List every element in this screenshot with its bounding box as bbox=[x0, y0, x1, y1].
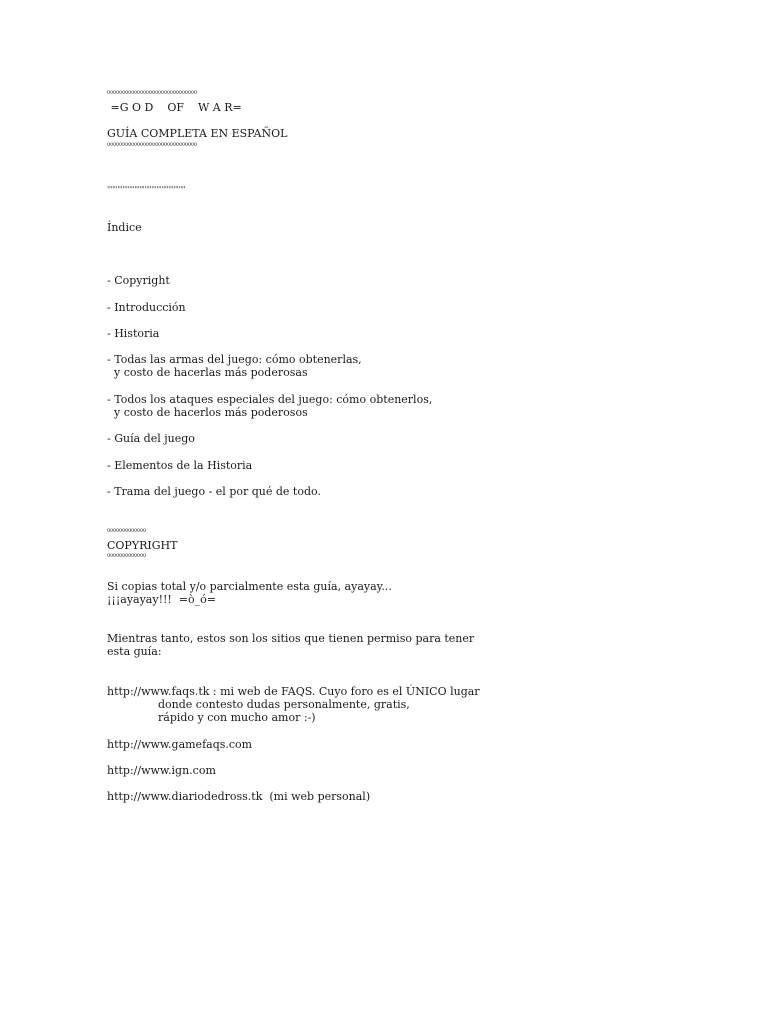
tick-divider: '''''''''''''''''''''''''''''''''''''''''''''' bbox=[107, 185, 186, 194]
document-title: =G O D OF W A R= bbox=[107, 101, 242, 114]
document-subtitle: GUÍA COMPLETA EN ESPAÑOL bbox=[107, 127, 288, 140]
index-item-introduccion: - Introducción bbox=[107, 301, 186, 314]
copyright-heading: COPYRIGHT bbox=[107, 539, 178, 552]
index-item-armas: - Todas las armas del juego: cómo obtenerlas, bbox=[107, 353, 362, 366]
index-item-ataques: - Todos los ataques especiales del juego: cómo obtenerlos, bbox=[107, 393, 433, 406]
sites-intro-line-2: esta guía: bbox=[107, 645, 162, 658]
site-link-faqs: http://www.faqs.tk : mi web de FAQS. Cuyo foro es el ÚNICO lugar bbox=[107, 685, 480, 698]
index-item-guia: - Guía del juego bbox=[107, 432, 195, 445]
index-item-ataques-cont: y costo de hacerlos más poderosos bbox=[107, 406, 308, 419]
copyright-separator-bottom: ººººººººººººº bbox=[107, 553, 146, 561]
header-separator-bottom: ºººººººººººººººººººººººººººººº bbox=[107, 142, 197, 150]
copyright-warning-line-2: ¡¡¡ayayay!!! =ò_ó= bbox=[107, 593, 217, 606]
site-link-ign: http://www.ign.com bbox=[107, 764, 216, 777]
site-link-diariodedross: http://www.diariodedross.tk (mi web personal) bbox=[107, 790, 371, 803]
index-item-copyright: - Copyright bbox=[107, 274, 170, 287]
header-separator-top: ºººººººººººººººººººººººººººººº bbox=[107, 90, 197, 98]
index-item-elementos: - Elementos de la Historia bbox=[107, 459, 253, 472]
index-item-armas-cont: y costo de hacerlas más poderosas bbox=[107, 366, 308, 379]
index-item-historia: - Historia bbox=[107, 327, 160, 340]
site-link-gamefaqs: http://www.gamefaqs.com bbox=[107, 738, 253, 751]
site-link-faqs-note-2: rápido y con mucho amor :-) bbox=[158, 711, 316, 724]
sites-intro-line-1: Mientras tanto, estos son los sitios que tienen permiso para tener bbox=[107, 632, 475, 645]
index-heading: Índice bbox=[107, 221, 142, 234]
site-link-faqs-note-1: donde contesto dudas personalmente, gratis, bbox=[158, 698, 410, 711]
copyright-separator-top: ººººººººººººº bbox=[107, 528, 146, 536]
index-item-trama: - Trama del juego - el por qué de todo. bbox=[107, 485, 321, 498]
copyright-warning-line-1: Si copias total y/o parcialmente esta guía, ayayay... bbox=[107, 580, 392, 593]
